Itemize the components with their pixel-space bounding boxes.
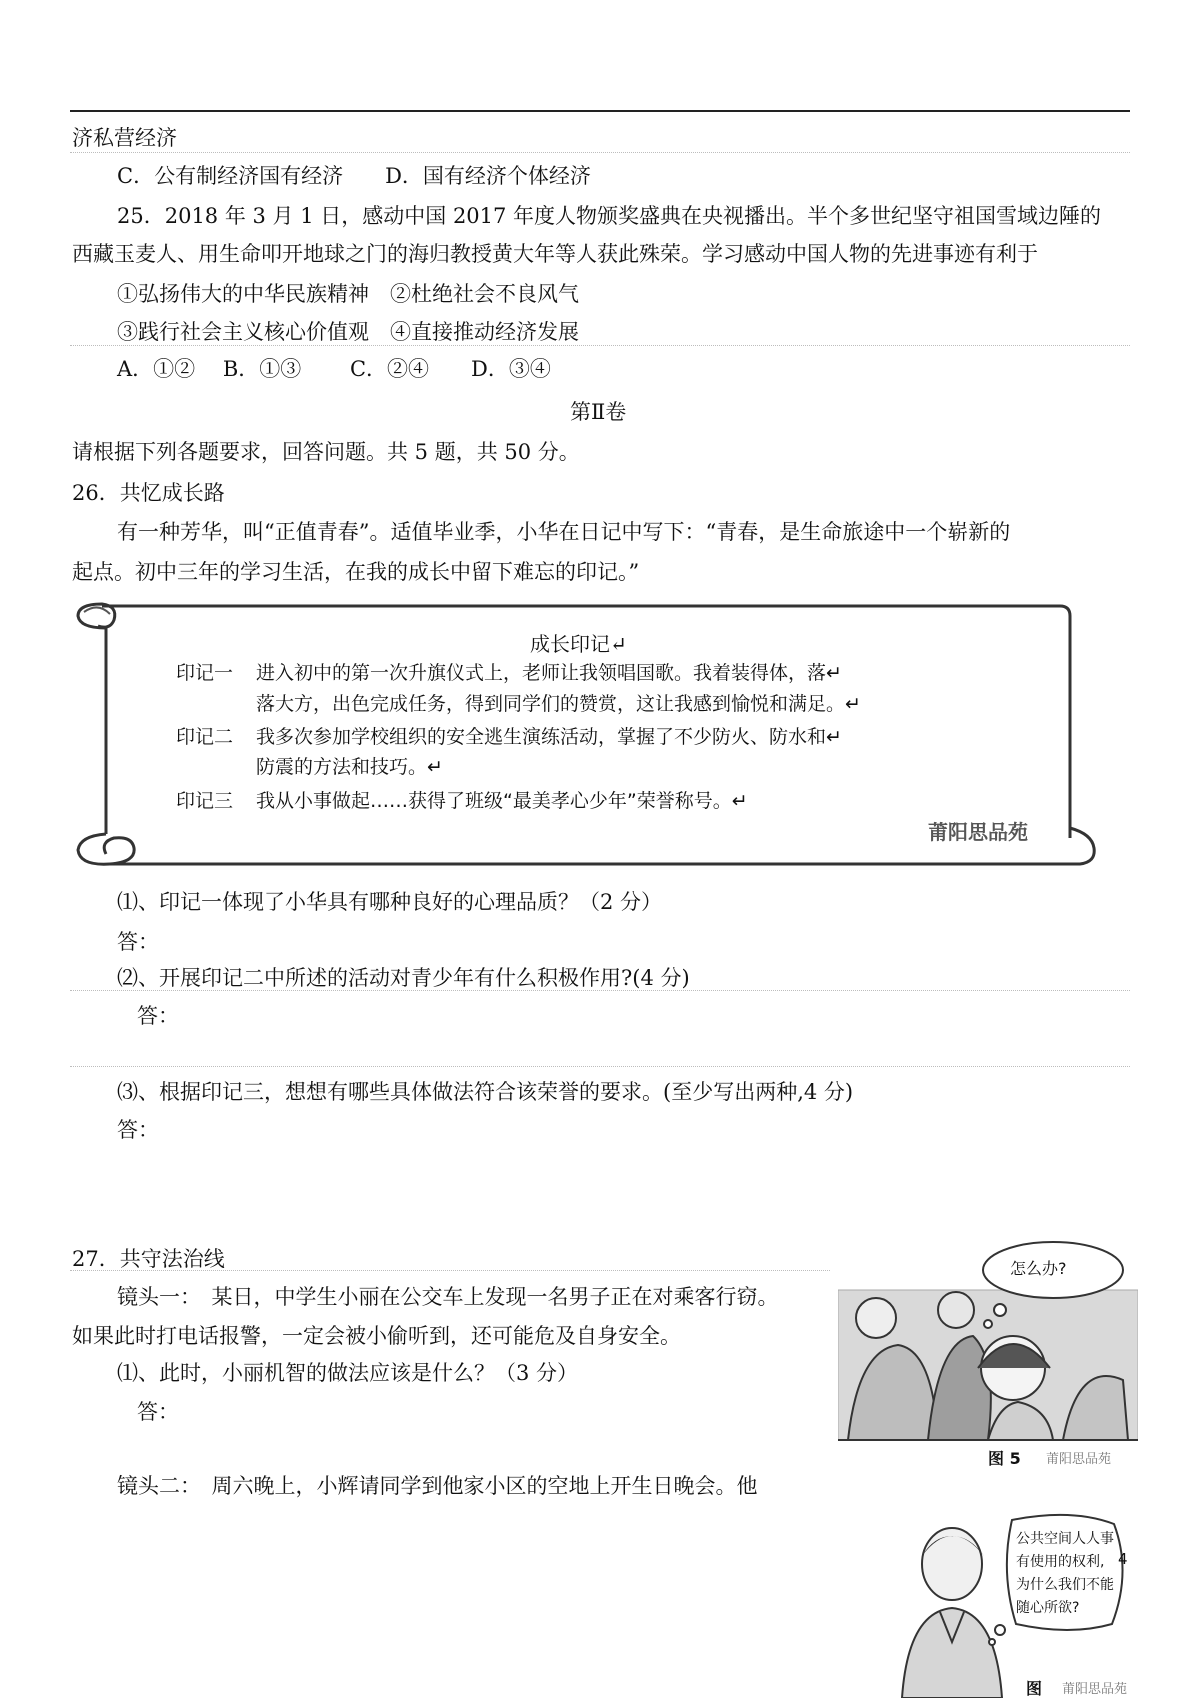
bubble-line-4: 随心所欲? [1016, 1600, 1080, 1616]
dotted-divider [70, 152, 1130, 153]
figure-5-watermark: 莆阳思品苑 [1046, 1452, 1112, 1467]
q25-stem-line2: 西藏玉麦人、用生命叩开地球之门的海归教授黄大年等人获此殊荣。学习感动中国人物的先进事迹有利于 [72, 242, 1038, 266]
q26-sub3: ⑶、根据印记三，想想有哪些具体做法符合该荣誉的要求。(至少写出两种,4 分) [117, 1080, 854, 1104]
q27-scene1-line2: 如果此时打电话报警，一定会被小偷听到，还可能危及自身安全。 [72, 1324, 681, 1348]
answer-label-3: 答： [117, 1118, 159, 1142]
q24-options-cd: C．公有制经济国有经济 D．国有经济个体经济 [117, 164, 591, 188]
memory-label-3: 印记三 [176, 790, 234, 812]
header-rule [70, 110, 1130, 112]
memory-text-2b: 防震的方法和技巧。↵ [256, 756, 443, 778]
section-instructions: 请根据下列各题要求，回答问题。共 5 题，共 50 分。 [72, 440, 580, 464]
answer-label-2: 答： [137, 1004, 179, 1028]
bubble-line-1: 公共空间人人事 [1016, 1531, 1114, 1547]
q25-statements-34: ③践行社会主义核心价值观 ④直接推动经济发展 [117, 320, 579, 344]
scroll-title: 成长印记↵ [530, 632, 627, 656]
memory-label-1: 印记一 [176, 662, 234, 684]
q26-sub1: ⑴、印记一体现了小华具有哪种良好的心理品质？（2 分） [117, 890, 663, 914]
section-title-vol2: 第Ⅱ卷 [570, 400, 627, 424]
bubble-line-3: 为什么我们不能 [1016, 1577, 1114, 1593]
dotted-divider [70, 345, 1130, 346]
answer-label-4: 答： [137, 1400, 179, 1424]
page-number: 4 [1118, 1550, 1128, 1568]
figure-6-caption: 图 [1026, 1679, 1043, 1698]
scroll-watermark: 莆阳思品苑 [928, 820, 1028, 844]
memory-text-2a: 我多次参加学校组织的安全逃生演练活动，掌握了不少防火、防水和↵ [256, 726, 842, 748]
q27-heading: 27．共守法治线 [72, 1247, 225, 1271]
figure-6-bubble-text [1016, 1528, 1114, 1620]
memory-text-1b: 落大方，出色完成任务，得到同学们的赞赏，这让我感到愉悦和满足。↵ [256, 693, 861, 715]
dotted-divider [70, 1270, 830, 1271]
q26-sub2: ⑵、开展印记二中所述的活动对青少年有什么积极作用?(4 分) [117, 966, 690, 990]
q27-scene1-line1: 镜头一： 某日，中学生小丽在公交车上发现一名男子正在对乘客行窃。 [117, 1285, 779, 1309]
dotted-divider [70, 1066, 1130, 1067]
memory-label-2: 印记二 [176, 726, 234, 748]
q25-options: A．①② B．①③ C．②④ D．③④ [117, 357, 551, 381]
q25-stem-line1: 25．2018 年 3 月 1 日，感动中国 2017 年度人物颁奖盛典在央视播出。半个多世纪坚守祖国雪域边陲的 [117, 204, 1102, 228]
figure-5-bubble-text: 怎么办? [1010, 1259, 1067, 1278]
text-line-continuation: 济私营经济 [72, 126, 177, 150]
q26-paragraph-line2: 起点。初中三年的学习生活，在我的成长中留下难忘的印记。” [72, 560, 640, 584]
q26-paragraph-line1: 有一种芳华，叫“正值青春”。适值毕业季，小华在日记中写下：“青春，是生命旅途中一个崭新的 [117, 520, 1011, 544]
memory-text-1a: 进入初中的第一次升旗仪式上，老师让我领唱国歌。我着装得体，落↵ [256, 662, 842, 684]
q26-heading: 26．共忆成长路 [72, 481, 225, 505]
answer-label-1: 答： [117, 930, 159, 954]
figure-6-illustration [900, 1512, 1130, 1698]
q25-statements-12: ①弘扬伟大的中华民族精神 ②杜绝社会不良风气 [117, 282, 579, 306]
dotted-divider [70, 990, 1130, 991]
figure-5-illustration [838, 1240, 1138, 1468]
figure-5-caption: 图 5 [988, 1449, 1021, 1468]
memory-text-3a: 我从小事做起……获得了班级“最美孝心少年”荣誉称号。↵ [256, 790, 748, 812]
q27-scene2-line1: 镜头二： 周六晚上，小辉请同学到他家小区的空地上开生日晚会。他 [117, 1474, 758, 1498]
figure-6-watermark: 莆阳思品苑 [1062, 1682, 1128, 1697]
bubble-line-2: 有使用的权利, [1016, 1554, 1105, 1570]
growth-memory-scroll [70, 598, 1100, 870]
q27-sub1: ⑴、此时，小丽机智的做法应该是什么？（3 分） [117, 1361, 579, 1385]
